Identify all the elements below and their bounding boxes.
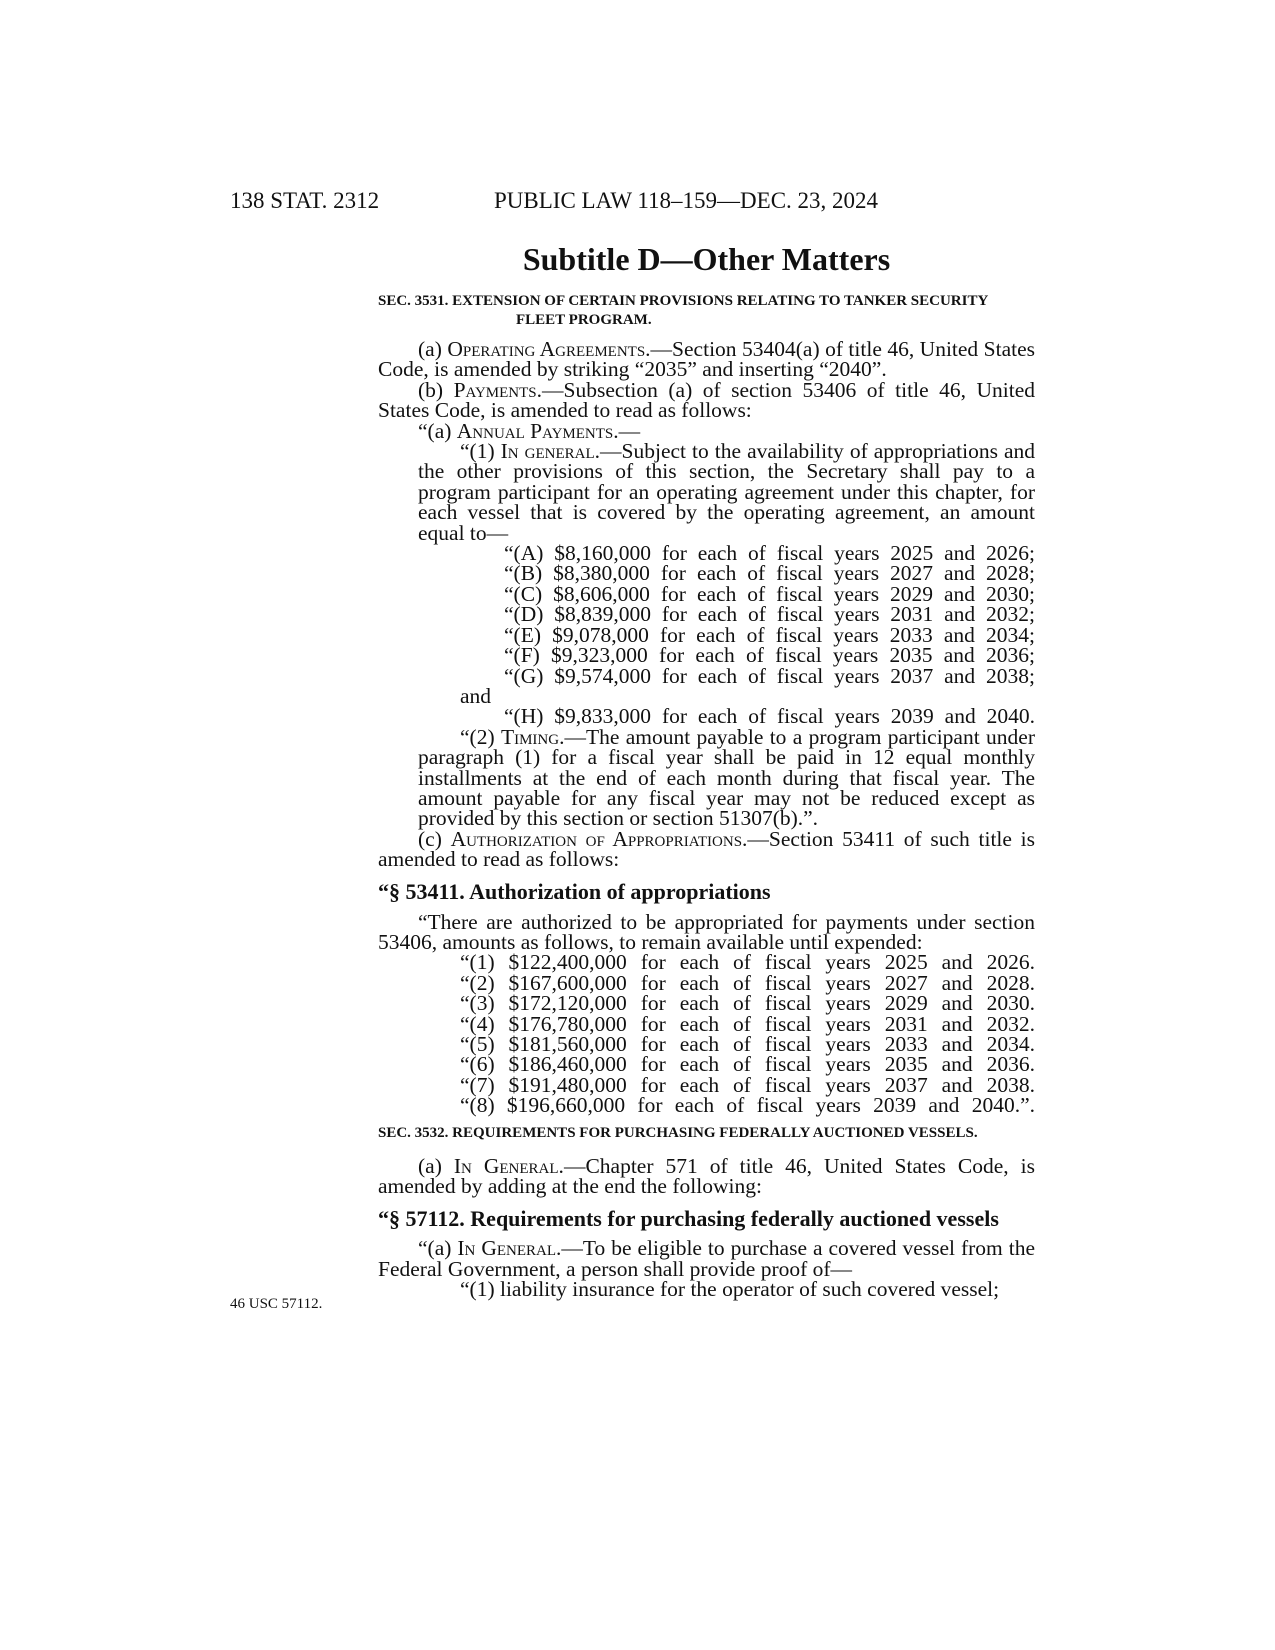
amount-list-item: “(C) $8,606,000 for each of fiscal years 2029 and 2030; xyxy=(504,581,1035,606)
paragraph-a-operating-agreements: (a) Operating Agreements.—Section 53404(a) of title 46, United States Code, is amended by striking “2035” and inserting “2040”. xyxy=(378,337,1035,382)
caption-in-general: In General. xyxy=(457,1236,562,1261)
amount-list-item: “(E) $9,078,000 for each of fiscal years 2033 and 2034; xyxy=(504,622,1035,647)
caption-authorization-of-appropriations: Authorization of Appropriations. xyxy=(450,826,748,851)
amount-list-item: “(H) $9,833,000 for each of fiscal years 2039 and 2040. xyxy=(504,704,1035,729)
amount-list-item: “(A) $8,160,000 for each of fiscal years 2025 and 2026; xyxy=(504,541,1035,566)
page-reference: 138 STAT. 2312 xyxy=(230,188,380,213)
paragraph-annual-payments: “(a) Annual Payments.— xyxy=(418,418,641,443)
amount-list-item: “(D) $8,839,000 for each of fiscal years 2031 and 2032; xyxy=(504,602,1035,627)
section-3531-heading: SEC. 3531. EXTENSION OF CERTAIN PROVISIONS RELATING TO TANKER SECURITY FLEET PROGRAM. xyxy=(378,293,988,328)
paragraph-c-authorization: (c) Authorization of Appropriations.—Section 53411 of such title is amended to read as follows: xyxy=(378,826,1035,872)
caption-payments: Payments. xyxy=(453,377,543,402)
subtitle-heading: Subtitle D—Other Matters xyxy=(522,241,891,277)
paragraph-57112-a-in-general: “(a) In General.—To be eligible to purchase a covered vessel from the Federal Government, a person shall provide proof of— xyxy=(378,1236,1035,1281)
section-53411-heading: “§ 53411. Authorization of appropriations xyxy=(378,878,771,904)
document-body xyxy=(378,240,1035,1300)
amount-list-item: “(B) $8,380,000 for each of fiscal years 2027 and 2028; xyxy=(504,561,1035,586)
appropriation-list-item: “(5) $181,560,000 for each of fiscal years 2033 and 2034. xyxy=(460,1032,1035,1056)
appropriation-list-item: “(7) $191,480,000 for each of fiscal years 2037 and 2038. xyxy=(460,1072,1035,1097)
paragraph-b-payments: (b) Payments.—Subsection (a) of section 53406 of title 46, United States Code, is amended to read as follows: xyxy=(378,377,1035,423)
appropriation-list-item: “(4) $176,780,000 for each of fiscal years 2031 and 2032. xyxy=(460,1011,1035,1036)
paragraph-3532-a-in-general: (a) In General.—Chapter 571 of title 46, United States Code, is amended by adding at the end the following: xyxy=(378,1153,1035,1199)
amount-list-item: “(F) $9,323,000 for each of fiscal years 2035 and 2036; xyxy=(504,643,1035,668)
paragraph-57112-1-liability: “(1) liability insurance for the operator of such covered vessel; xyxy=(460,1277,1000,1302)
section-57112-heading: “§ 57112. Requirements for purchasing federally auctioned vessels xyxy=(378,1206,999,1232)
appropriation-list-item: “(8) $196,660,000 for each of fiscal years 2039 and 2040.”. xyxy=(460,1093,1035,1118)
margin-note-usc: 46 USC 57112. xyxy=(230,1296,323,1312)
appropriation-list-item: “(1) $122,400,000 for each of fiscal years 2025 and 2026. xyxy=(460,950,1035,975)
paragraph-1-in-general: “(1) In general.—Subject to the availability of appropriations and the other provisions of this section, the Secretary shall pay to a program participant for an operating agreement under this chapter, for each vessel that is covered by the operating agreement, an amount equal to— xyxy=(418,439,1036,545)
public-law-header: PUBLIC LAW 118–159—DEC. 23, 2024 xyxy=(494,188,879,213)
caption-in-general: In General. xyxy=(453,1153,564,1178)
section-3532-heading: SEC. 3532. REQUIREMENTS FOR PURCHASING FEDERALLY AUCTIONED VESSELS. xyxy=(378,1124,978,1141)
appropriation-list-item: “(2) $167,600,000 for each of fiscal years 2027 and 2028. xyxy=(460,970,1035,995)
amount-list-item: “(G) $9,574,000 for each of fiscal years 2037 and 2038; xyxy=(504,663,1035,688)
caption-annual-payments: Annual Payments. xyxy=(456,418,619,443)
caption-in-general: In general. xyxy=(500,439,601,464)
caption-timing: Timing. xyxy=(500,724,565,749)
paragraph-2-timing: “(2) Timing.—The amount payable to a program participant under paragraph (1) for a fiscal year shall be paid in 12 equal monthly installments at the end of each month during that fiscal year. The amount payable for any fiscal year may not be reduced except as provided by this section or section 51307(b).”. xyxy=(418,724,1035,831)
caption-operating-agreements: Operating Agreements. xyxy=(447,337,651,361)
section-53411-intro: “There are authorized to be appropriated for payments under section 53406, amounts as follows, to remain available until expended: xyxy=(378,909,1035,954)
appropriation-list-item: “(6) $186,460,000 for each of fiscal years 2035 and 2036. xyxy=(460,1052,1035,1077)
appropriation-list-item: “(3) $172,120,000 for each of fiscal years 2029 and 2030. xyxy=(460,991,1035,1016)
conjunction-and: and xyxy=(460,683,492,708)
